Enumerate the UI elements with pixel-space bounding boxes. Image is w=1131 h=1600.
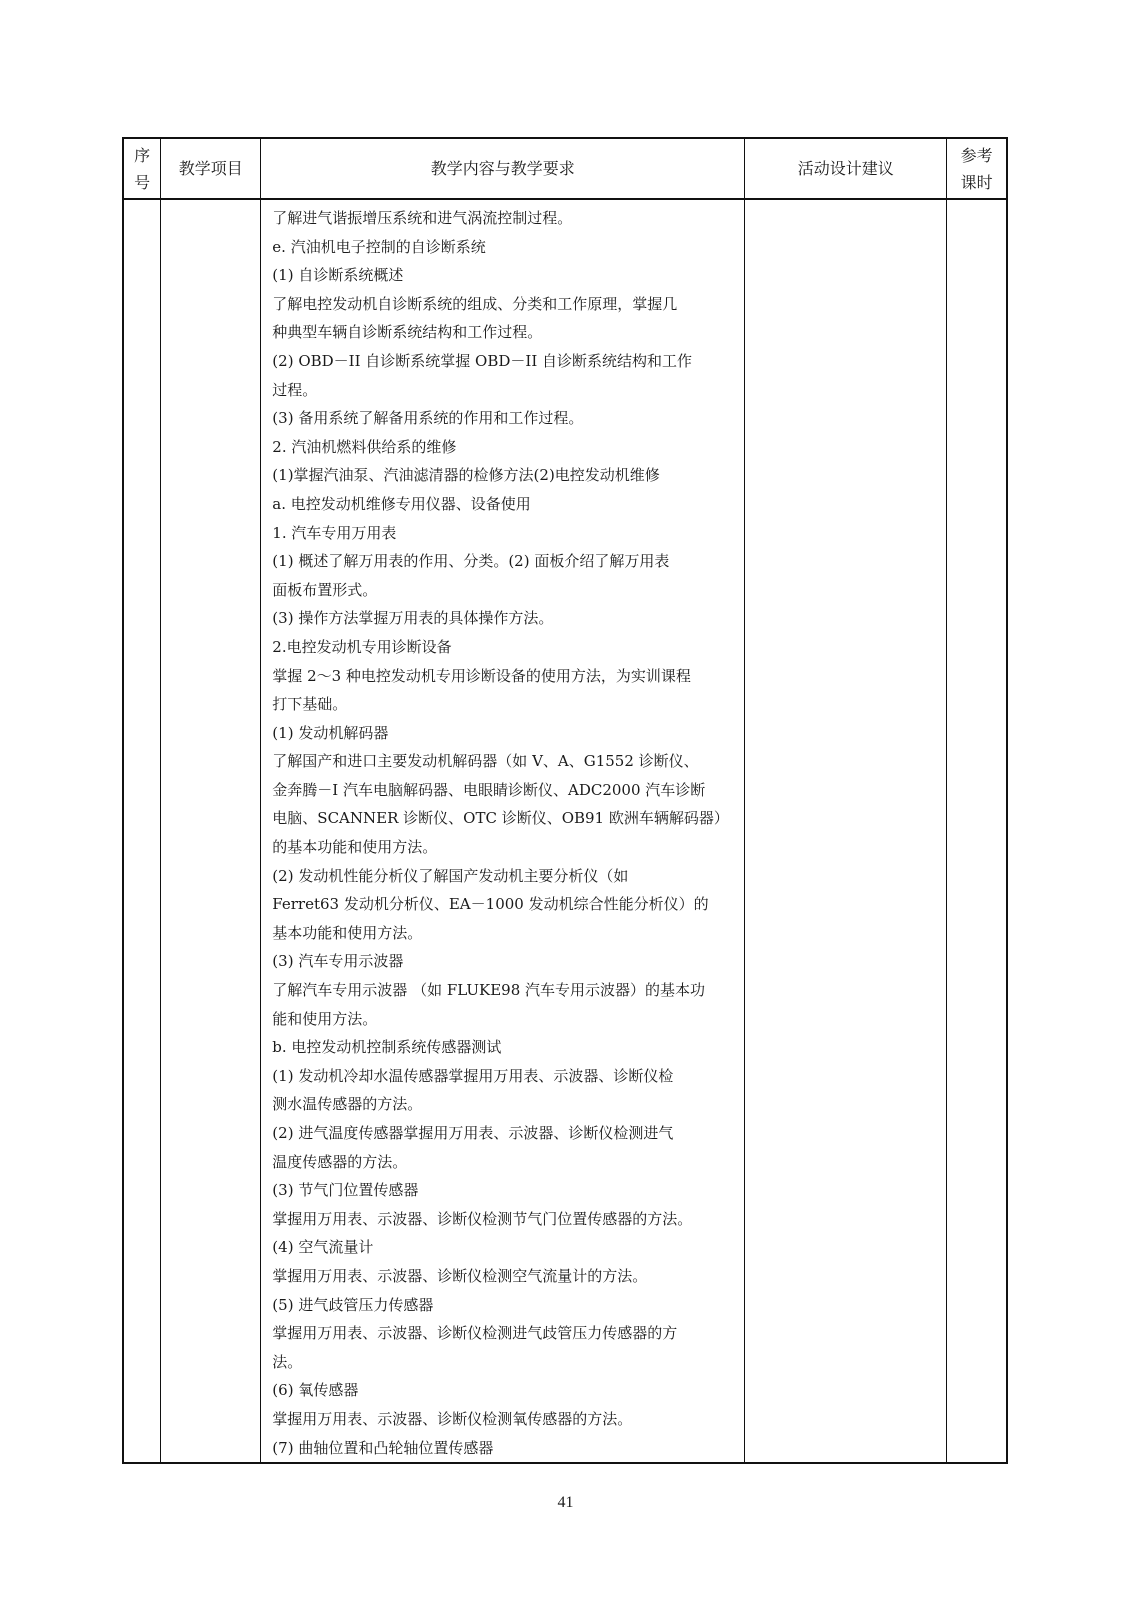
content-line: 了解电控发动机自诊断系统的组成、分类和工作原理，掌握几 — [272, 294, 678, 313]
header-project: 教学项目 — [161, 138, 261, 199]
curriculum-table — [122, 137, 1008, 1464]
content-line: (3) 节气门位置传感器 — [272, 1181, 419, 1200]
content-line: 的基本功能和使用方法。 — [272, 838, 438, 857]
content-line: (6) 氧传感器 — [272, 1381, 359, 1400]
content-line: 掌握用万用表、示波器、诊断仪检测进气歧管压力传感器的方 — [272, 1324, 678, 1343]
header-hours-line-2: 课时 — [960, 172, 993, 192]
content-line: 掌握 2～3 种电控发动机专用诊断设备的使用方法，为实训课程 — [272, 666, 691, 685]
content-line: (3) 操作方法掌握万用表的具体操作方法。 — [272, 609, 554, 628]
content-line: 种典型车辆自诊断系统结构和工作过程。 — [272, 323, 543, 342]
content-line: 过程。 — [272, 380, 318, 399]
content-line: (4) 空气流量计 — [272, 1238, 374, 1257]
content-line: 1. 汽车专用万用表 — [272, 523, 397, 542]
content-line: 掌握用万用表、示波器、诊断仪检测空气流量计的方法。 — [272, 1266, 648, 1285]
content-line: 电脑、SCANNER 诊断仪、OTC 诊断仪、OB91 欧洲车辆解码器） — [272, 809, 729, 828]
header-seq-line-1: 序 — [134, 145, 151, 165]
content-line: (7) 曲轴位置和凸轮轴位置传感器 — [272, 1438, 494, 1457]
content-line: 测水温传感器的方法。 — [272, 1095, 423, 1114]
header-hours-line-1: 参考 — [960, 145, 993, 165]
content-line: (1) 自诊断系统概述 — [272, 266, 404, 285]
header-content: 教学内容与教学要求 — [261, 138, 745, 199]
content-line: (1)掌握汽油泵、汽油滤清器的检修方法(2)电控发动机维修 — [272, 466, 660, 485]
content-line: 2. 汽油机燃料供给系的维修 — [272, 437, 457, 456]
content-line: a. 电控发动机维修专用仪器、设备使用 — [272, 494, 531, 513]
content-line: 了解汽车专用示波器 （如 FLUKE98 汽车专用示波器）的基本功 — [272, 981, 706, 1000]
content-line: (1) 发动机解码器 — [272, 723, 389, 742]
page-number: 41 — [557, 1494, 574, 1511]
content-line: (5) 进气歧管压力传感器 — [272, 1295, 434, 1314]
content-line: e. 汽油机电子控制的自诊断系统 — [272, 237, 486, 256]
activity-cell — [745, 199, 947, 1463]
content-line: 打下基础。 — [272, 695, 348, 714]
content-line: 法。 — [272, 1352, 303, 1371]
content-line: 面板布置形式。 — [272, 580, 378, 599]
header-seq-line-2: 号 — [134, 172, 151, 192]
content-lines — [272, 204, 736, 1462]
header-activity: 活动设计建议 — [745, 138, 947, 199]
content-cell — [261, 199, 745, 1463]
content-line: (2) 进气温度传感器掌握用万用表、示波器、诊断仪检测进气 — [272, 1124, 674, 1142]
table-row — [123, 199, 1007, 1463]
content-line: 了解国产和进口主要发动机解码器（如 V、A、G1552 诊断仪、 — [272, 752, 699, 771]
content-line: Ferret63 发动机分析仪、EA－1000 发动机综合性能分析仪）的 — [272, 895, 709, 914]
content-line: (3) 备用系统了解备用系统的作用和工作过程。 — [272, 409, 584, 428]
content-line: 掌握用万用表、示波器、诊断仪检测节气门位置传感器的方法。 — [272, 1209, 693, 1228]
header-hours — [947, 138, 1007, 199]
table-header-row — [123, 138, 1007, 199]
content-line: 温度传感器的方法。 — [272, 1152, 408, 1171]
header-seq — [123, 138, 161, 199]
project-cell — [161, 199, 261, 1463]
content-line: (1) 发动机冷却水温传感器掌握用万用表、示波器、诊断仪检 — [272, 1066, 674, 1085]
content-line: 掌握用万用表、示波器、诊断仪检测氧传感器的方法。 — [272, 1409, 633, 1428]
hours-cell — [947, 199, 1007, 1463]
content-line: b. 电控发动机控制系统传感器测试 — [272, 1038, 502, 1057]
content-line: (1) 概述了解万用表的作用、分类。(2) 面板介绍了解万用表 — [272, 552, 670, 571]
content-line: 基本功能和使用方法。 — [272, 923, 423, 942]
content-line: 2.电控发动机专用诊断设备 — [272, 637, 452, 656]
seq-cell — [123, 199, 161, 1463]
content-line: (2) 发动机性能分析仪了解国产发动机主要分析仪（如 — [272, 866, 629, 885]
content-line: 了解进气谐振增压系统和进气涡流控制过程。 — [272, 209, 573, 227]
content-line: (3) 汽车专用示波器 — [272, 952, 404, 971]
content-line: 金奔腾－I 汽车电脑解码器、电眼睛诊断仪、ADC2000 汽车诊断 — [272, 780, 706, 799]
content-line: (2) OBD－II 自诊断系统掌握 OBD－II 自诊断系统结构和工作 — [272, 351, 693, 370]
content-line: 能和使用方法。 — [272, 1009, 378, 1028]
